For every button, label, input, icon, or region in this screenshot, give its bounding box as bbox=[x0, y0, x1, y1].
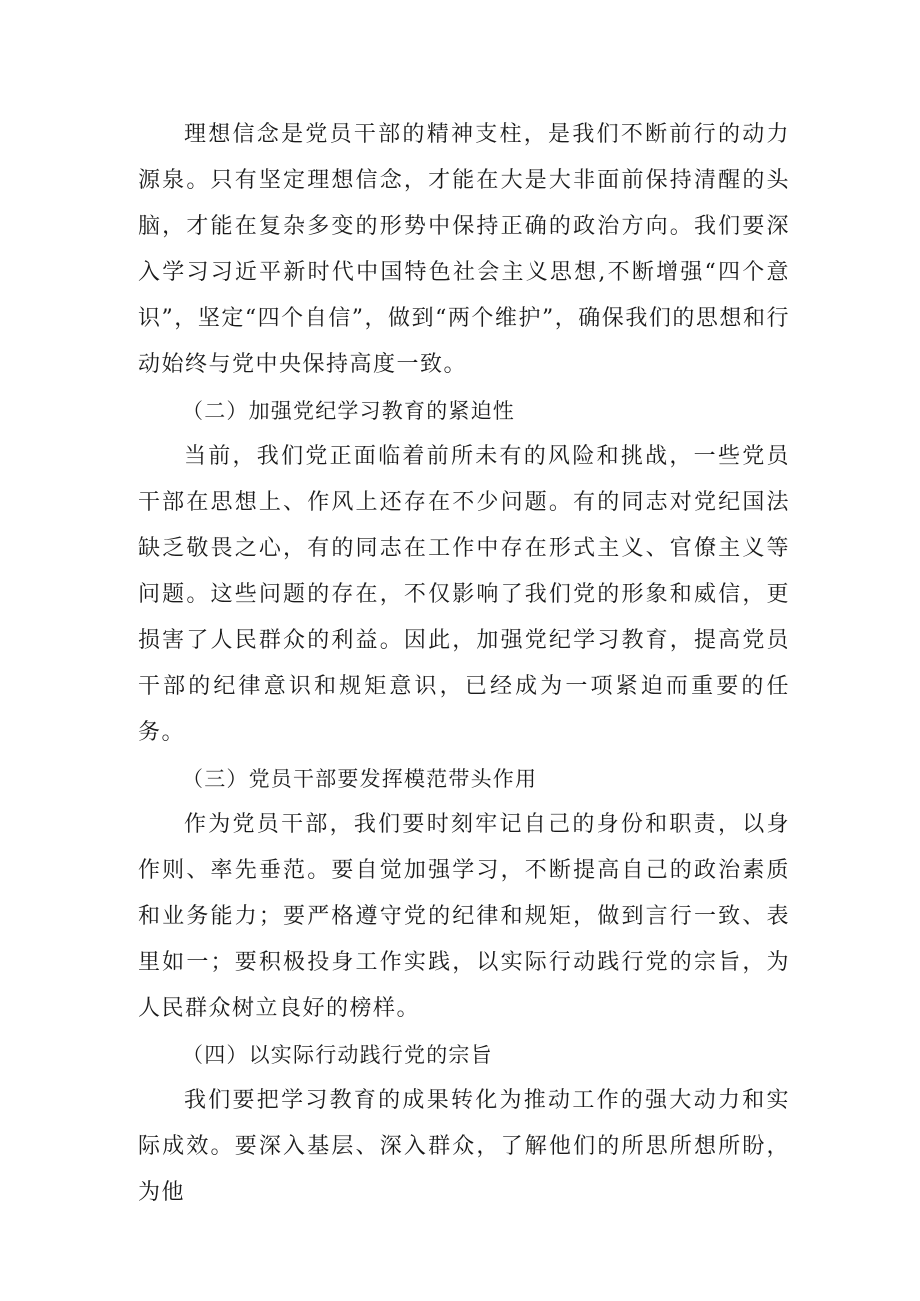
document-body bbox=[138, 112, 790, 1216]
paragraph-urgency: 当前，我们党正面临着前所未有的风险和挑战，一些党员干部在思想上、作风上还存在不少问题。有的同志对党纪国法缺乏敬畏之心，有的同志在工作中存在形式主义、官僚主义等问题。这些问题的存在，不仅影响了我们党的形象和威信，更损害了人民群众的利益。因此，加强党纪学习教育，提高党员干部的纪律意识和规矩意识，已经成为一项紧迫而重要的任务。 bbox=[138, 444, 790, 745]
paragraph-practice: 我们要把学习教育的成果转化为推动工作的强大动力和实际成效。要深入基层、深入群众，了解他们的所思所想所盼，为他 bbox=[138, 1088, 790, 1205]
section-heading-3: （三）党员干部要发挥模范带头作用 bbox=[182, 767, 538, 791]
paragraph-role-model: 作为党员干部，我们要时刻牢记自己的身份和职责，以身作则、率先垂范。要自觉加强学习，不断提高自己的政治素质和业务能力；要严格遵守党的纪律和规矩，做到言行一致、表里如一；要积极投身工作实践，以实际行动践行党的宗旨，为人民群众树立良好的榜样。 bbox=[138, 812, 790, 1021]
paragraph-ideals: 理想信念是党员干部的精神支柱，是我们不断前行的动力源泉。只有坚定理想信念，才能在大是大非面前保持清醒的头脑，才能在复杂多变的形势中保持正确的政治方向。我们要深入学习习近平新时代中国特色社会主义思想,不断增强“四个意识”，坚定“四个自信”，做到“两个维护”，确保我们的思想和行动始终与党中央保持高度一致。 bbox=[138, 122, 790, 377]
section-heading-2: （二）加强党纪学习教育的紧迫性 bbox=[182, 399, 515, 423]
section-heading-4: （四）以实际行动践行党的宗旨 bbox=[182, 1043, 493, 1067]
